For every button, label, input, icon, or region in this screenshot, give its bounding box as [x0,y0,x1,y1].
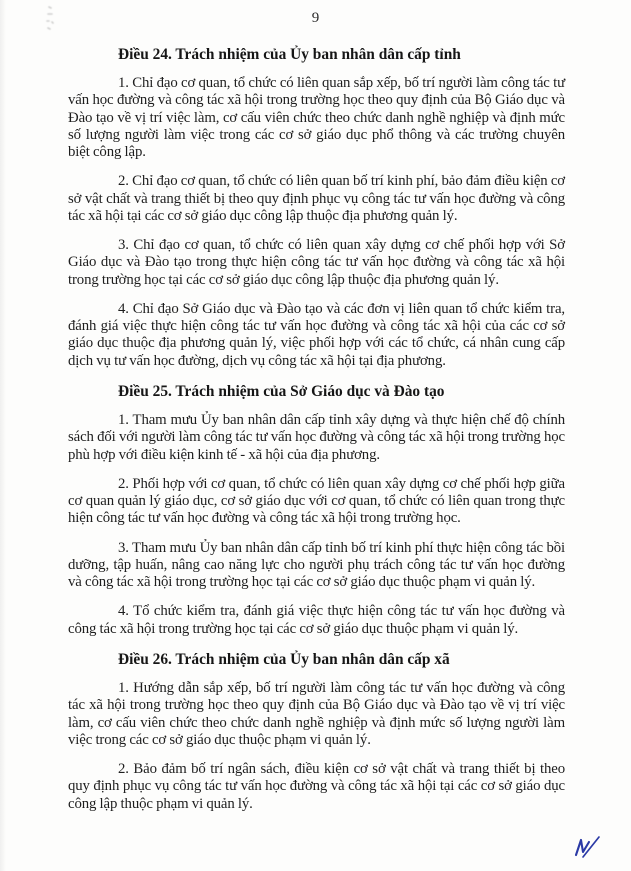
article-26-heading: Điều 26. Trách nhiệm của Ủy ban nhân dân cấp xã [118,650,450,668]
article-26-clause-1: 1. Hướng dẫn sắp xếp, bố trí người làm công tác tư vấn học đường và công tác xã hội trong trường học theo quy định của Bộ Giáo dục và Đào tạo về vị trí việc làm, cơ cấu viên chức theo chức danh nghề nghiệp và định mức số lượng người làm việc trong các cơ sở giáo dục thuộc phạm vi quản lý. [68,680,565,748]
scan-edge-shadow [0,0,6,871]
article-25-clause-3: 3. Tham mưu Ủy ban nhân dân cấp tỉnh bố trí kinh phí thực hiện công tác bồi dưỡng, tập huấn, nâng cao năng lực cho người phụ trách công tác tư vấn học đường và công tác xã hội trong trường học tại các cơ sở giáo dục thuộc phạm vi quản lý. [68,539,565,591]
article-24-clause-2: 2. Chỉ đạo cơ quan, tổ chức có liên quan bố trí kinh phí, bảo đảm điều kiện cơ sở vật chất và trang thiết bị theo quy định phục vụ công tác tư vấn học đường và công tác xã hội tại các cơ sở giáo dục công lập thuộc địa phương quản lý. [68,173,565,224]
article-25-clause-4: 4. Tổ chức kiểm tra, đánh giá việc thực hiện công tác tư vấn học đường và công tác xã hội trong trường học tại các cơ sở giáo dục thuộc phạm vi quản lý. [68,603,565,637]
page-number: 9 [311,10,320,26]
article-24-clause-1: 1. Chỉ đạo cơ quan, tổ chức có liên quan sắp xếp, bố trí người làm công tác tư vấn học đường và công tác xã hội trong trường học theo quy định của Bộ Giáo dục và Đào tạo về vị trí việc làm, cơ cấu viên chức theo chức danh nghề nghiệp và định mức số lượng người làm việc trong các cơ sở giáo dục phổ thông và các trường chuyên biệt công lập. [68,75,565,161]
document-body [68,46,565,813]
handwritten-initial-mark [572,834,602,860]
article-24-clause-4: 4. Chỉ đạo Sở Giáo dục và Đào tạo và các đơn vị liên quan tổ chức kiểm tra, đánh giá việc thực hiện công tác tư vấn học đường và công tác xã hội của các cơ sở giáo dục thuộc địa phương quản lý, việc phối hợp với các tổ chức, cá nhân cung cấp dịch vụ tư vấn học đường, dịch vụ công tác xã hội tại địa phương. [68,300,565,369]
article-24-heading: Điều 24. Trách nhiệm của Ủy ban nhân dân cấp tỉnh [118,46,461,63]
article-25-heading: Điều 25. Trách nhiệm của Sở Giáo dục và Đào tạo [118,382,445,400]
article-25-clause-2: 2. Phối hợp với cơ quan, tổ chức có liên quan xây dựng cơ chế phối hợp giữa cơ quan quản lý giáo dục, cơ sở giáo dục với cơ quan, tổ chức có liên quan trong thực hiện công tác tư vấn học đường và công tác xã hội trong trường học. [68,475,565,527]
article-25-clause-1: 1. Tham mưu Ủy ban nhân dân cấp tỉnh xây dựng và thực hiện chế độ chính sách đối với người làm công tác tư vấn học đường và công tác xã hội trong trường học phù hợp với điều kiện kinh tế - xã hội của địa phương. [68,412,565,463]
article-26-clause-2: 2. Bảo đảm bố trí ngân sách, điều kiện cơ sở vật chất và trang thiết bị theo quy định phục vụ công tác tư vấn học đường và công tác xã hội tại các cơ sở giáo dục công lập thuộc phạm vi quản lý. [68,761,565,812]
article-24-clause-3: 3. Chỉ đạo cơ quan, tổ chức có liên quan xây dựng cơ chế phối hợp với Sở Giáo dục và Đào tạo trong thực hiện công tác tư vấn học đường và công tác xã hội trong trường học tại các cơ sở giáo dục công lập thuộc địa phương quản lý. [68,237,565,288]
